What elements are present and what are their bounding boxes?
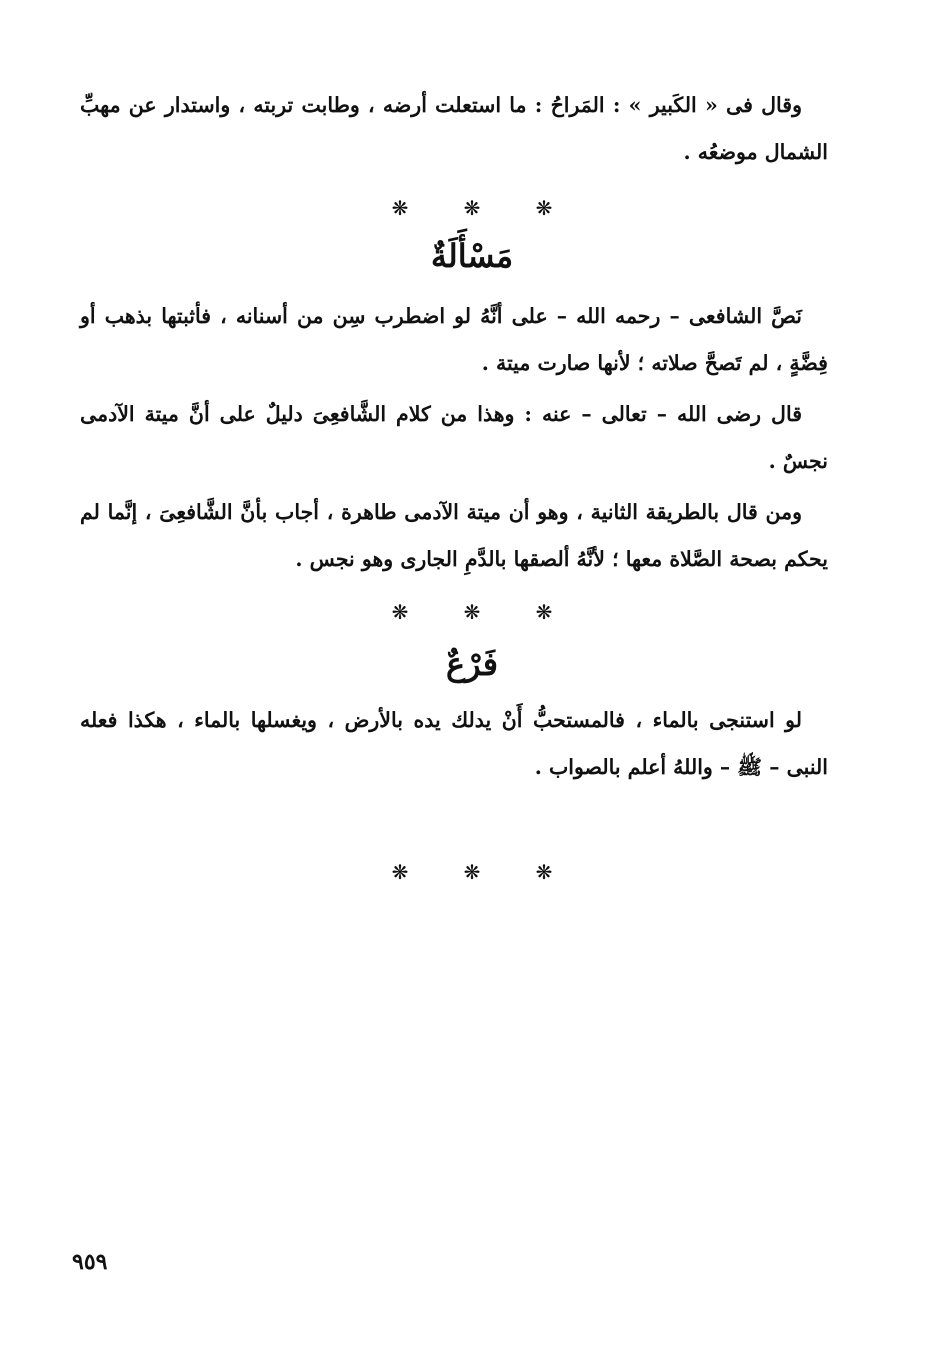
separator-stars-1 bbox=[0, 196, 944, 220]
paragraph-istinja: لو استنجى بالماء ، فالمستحبُّ أَنْ يدلك يده بالأرض ، ويغسلها بالماء ، هكذا فعله النبى – ﷺ – واللهُ أعلم بالصواب . bbox=[80, 708, 828, 779]
paragraph-second-method: ومن قال بالطريقة الثانية ، وهو أن ميتة الآدمى طاهرة ، أجاب بأنَّ الشَّافعِىَ ، إنَّما لم يحكم بصحة الصَّلاة معها ؛ لأنَّهُ ألصقها بالدَّمِ الجارى وهو نجس . bbox=[80, 500, 828, 571]
star-glyph: ❋ bbox=[391, 860, 409, 884]
star-glyph: ❋ bbox=[463, 860, 481, 884]
paragraph-block-3 bbox=[80, 697, 828, 791]
heading-far: فَرْعٌ bbox=[445, 645, 499, 683]
star-glyph: ❋ bbox=[535, 196, 553, 220]
page-number: ٩٥٩ bbox=[72, 1249, 108, 1275]
paragraph-almarah: وقال فى « الكَبير » : المَراحُ : ما استعلت أرضه ، وطابت تربته ، واستدار عن مهبِّ الشمال موضعُه . bbox=[80, 93, 828, 164]
heading-masala: مَسْأَلَةٌ bbox=[430, 237, 514, 275]
star-glyph: ❋ bbox=[463, 196, 481, 220]
separator-stars-3 bbox=[0, 860, 944, 884]
paragraph-block-2 bbox=[80, 293, 828, 583]
star-glyph: ❋ bbox=[463, 600, 481, 624]
paragraph-commentary: قال رضى الله – تعالى – عنه : وهذا من كلام الشَّافعِىَ دليلٌ على أنَّ ميتة الآدمى نجسٌ . bbox=[80, 402, 828, 473]
paragraph-shafii-text: نَصَّ الشافعى – رحمه الله – على أنَّهُ لو اضطرب سِن من أسنانه ، فأثبتها بذهب أو فِضَّةٍ ، لم تَصحَّ صلاته ؛ لأنها صارت ميتة . bbox=[80, 304, 828, 375]
star-glyph: ❋ bbox=[391, 600, 409, 624]
separator-stars-2 bbox=[0, 600, 944, 624]
star-glyph: ❋ bbox=[391, 196, 409, 220]
paragraph-block-1 bbox=[80, 82, 828, 176]
star-glyph: ❋ bbox=[535, 600, 553, 624]
star-glyph: ❋ bbox=[535, 860, 553, 884]
